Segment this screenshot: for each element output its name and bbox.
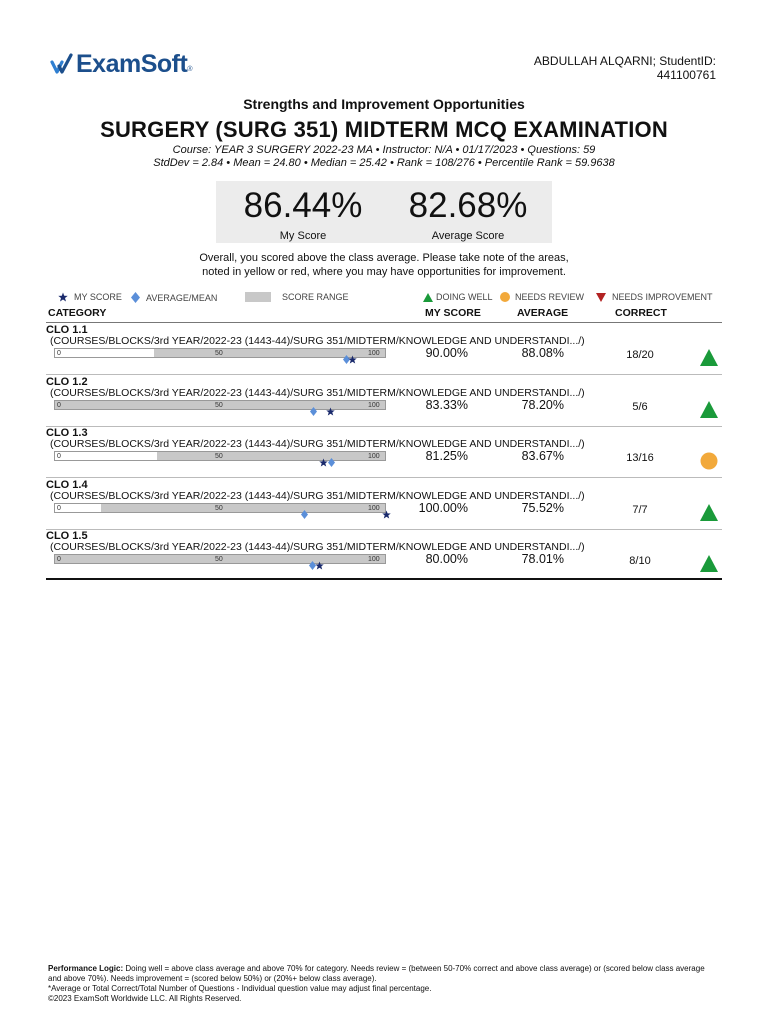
legend-my-score-label: MY SCORE [74, 292, 122, 302]
legend-average-label: AVERAGE/MEAN [146, 292, 218, 303]
category-path: (COURSES/BLOCKS/3rd YEAR/2022-23 (1443-44)/SURG 351/MIDTERM/KNOWLEDGE AND UNDERSTANDI.../) [50, 438, 585, 450]
legend-doing-well [423, 292, 493, 302]
circle-icon [500, 292, 510, 302]
bar-tick-label: 0 [57, 350, 61, 357]
table-bottom-divider [46, 578, 722, 580]
legend-doing-well-label: DOING WELL [436, 292, 493, 302]
score-range-bar [54, 503, 386, 513]
score-range-fill [101, 504, 385, 512]
category-path: (COURSES/BLOCKS/3rd YEAR/2022-23 (1443-44)/SURG 351/MIDTERM/KNOWLEDGE AND UNDERSTANDI.../) [50, 386, 585, 399]
star-icon [326, 407, 334, 415]
score-range-swatch [245, 292, 271, 302]
my-score-panel [228, 187, 378, 242]
my-score-marker [382, 510, 391, 519]
legend-range-label: SCORE RANGE [282, 292, 349, 302]
diamond-icon [310, 407, 317, 416]
star-icon [320, 458, 328, 466]
bar-tick-label: 50 [215, 401, 223, 409]
my-score-marker [348, 355, 357, 364]
star-icon [315, 561, 323, 569]
correct-count: 8/10 [629, 555, 651, 567]
category-label: CLO 1.2 [46, 375, 88, 388]
bar-tick-label: 0 [57, 453, 61, 460]
table-row [46, 478, 722, 530]
student-name: ABDULLAH ALQARNI; StudentID: [533, 54, 716, 68]
legend-needs-improvement [596, 292, 713, 302]
average-marker [327, 458, 336, 467]
legend-my-score [58, 292, 122, 302]
my-score-value: 86.44% [243, 186, 363, 225]
logo-text: ExamSoft [76, 50, 188, 78]
triangle-up-icon [700, 349, 718, 367]
average-value: 78.01% [521, 552, 564, 566]
triangle-up-icon [700, 555, 718, 573]
my-score-value: 80.00% [425, 552, 468, 566]
column-my-score: MY SCORE [425, 307, 481, 319]
copyright: ©2023 ExamSoft Worldwide LLC. All Rights Reserved. [48, 994, 242, 1003]
category-label: CLO 1.1 [46, 324, 88, 336]
bar-tick-label: 100 [368, 350, 380, 357]
diamond-icon [301, 510, 308, 519]
average-marker [300, 510, 309, 519]
table-row [46, 375, 722, 427]
report-subtitle: Strengths and Improvement Opportunities [243, 96, 525, 112]
my-score-value: 81.25% [425, 449, 468, 463]
average-value: 78.20% [521, 397, 564, 412]
legend-average [131, 292, 217, 303]
my-score-marker [315, 561, 324, 570]
bar-tick-label: 100 [368, 504, 380, 512]
score-range-bar [54, 400, 386, 410]
legend-range [245, 292, 349, 302]
overall-line-2: noted in yellow or red, where you may have opportunities for improvement. [202, 266, 566, 278]
correct-count: 18/20 [626, 349, 654, 361]
bar-tick-label: 100 [368, 401, 380, 409]
column-average: AVERAGE [517, 307, 569, 319]
score-range-bar [54, 554, 386, 564]
my-score-label: My Score [279, 230, 327, 242]
exam-title: SURGERY (SURG 351) MIDTERM MCQ EXAMINATION [100, 117, 668, 142]
my-score-marker [326, 407, 335, 416]
triangle-down-icon [596, 293, 606, 302]
category-label: CLO 1.4 [46, 478, 88, 491]
column-correct: CORRECT [615, 307, 667, 319]
overall-line-1: Overall, you scored above the class average. Please take note of the areas, [199, 252, 569, 264]
course-meta: Course: YEAR 3 SURGERY 2022-23 MA • Instructor: N/A • 01/17/2023 • Questions: 59 [172, 144, 596, 156]
star-icon [58, 292, 68, 302]
my-score-value: 100.00% [418, 500, 468, 515]
footer-note: *Average or Total Correct/Total Number of Questions - Individual question value may adjust final percentage. [48, 984, 432, 993]
examsoft-logo-icon [50, 52, 74, 78]
average-value: 83.67% [521, 449, 564, 463]
examsoft-logo [50, 50, 192, 79]
my-score-value: 90.00% [425, 346, 468, 360]
category-label: CLO 1.5 [46, 530, 88, 542]
triangle-up-icon [423, 293, 433, 302]
stats-meta: StdDev = 2.84 • Mean = 24.80 • Median = 25.42 • Rank = 108/276 • Percentile Rank = 59.9638 [153, 157, 615, 169]
bar-tick-label: 50 [215, 350, 223, 357]
student-info [534, 54, 716, 82]
star-icon [382, 510, 390, 518]
bar-tick-label: 50 [215, 453, 223, 460]
category-path: (COURSES/BLOCKS/3rd YEAR/2022-23 (1443-44)/SURG 351/MIDTERM/KNOWLEDGE AND UNDERSTANDI.../) [50, 541, 585, 553]
table-row [46, 529, 722, 581]
average-score-panel [393, 187, 543, 242]
column-category: CATEGORY [48, 307, 107, 319]
correct-count: 7/7 [632, 503, 648, 516]
star-icon [349, 355, 357, 363]
category-path: (COURSES/BLOCKS/3rd YEAR/2022-23 (1443-44)/SURG 351/MIDTERM/KNOWLEDGE AND UNDERSTANDI.../) [50, 335, 585, 347]
category-label: CLO 1.3 [46, 427, 88, 439]
score-range-bar [54, 348, 386, 358]
bar-tick-label: 50 [215, 556, 223, 563]
score-summary-box [216, 181, 552, 243]
table-row [46, 426, 722, 478]
performance-logic-label: Performance Logic: [48, 964, 124, 973]
triangle-up-icon [700, 504, 718, 522]
correct-count: 5/6 [632, 400, 648, 413]
bar-tick-label: 0 [57, 504, 61, 512]
average-value: 88.08% [521, 346, 564, 360]
category-path: (COURSES/BLOCKS/3rd YEAR/2022-23 (1443-44)/SURG 351/MIDTERM/KNOWLEDGE AND UNDERSTANDI.../) [50, 489, 585, 502]
performance-logic [48, 964, 720, 984]
bar-tick-label: 0 [57, 401, 61, 409]
logo-trademark: ® [187, 66, 193, 73]
legend-needs-review [500, 292, 584, 302]
performance-logic-text: Doing well = above class average and above 70% for category. Needs review = (between 50-70% correct and above class average) or (scored below class average and above 70%). Needs improvement = (scored below 50%) or (20%+ below class average). [48, 964, 705, 983]
triangle-up-icon [700, 401, 718, 419]
bar-tick-label: 0 [57, 556, 61, 563]
bar-tick-label: 50 [215, 504, 223, 512]
table-row [46, 323, 722, 375]
legend-needs-improvement-label: NEEDS IMPROVEMENT [612, 292, 713, 302]
bar-tick-label: 100 [368, 453, 380, 460]
my-score-marker [319, 458, 328, 467]
correct-count: 13/16 [626, 452, 654, 464]
diamond-icon [328, 458, 335, 467]
overall-summary [0, 251, 768, 279]
my-score-value: 83.33% [425, 397, 468, 412]
circle-icon [700, 452, 718, 470]
average-score-value: 82.68% [408, 186, 528, 225]
average-score-label: Average Score [431, 230, 505, 242]
score-range-fill [157, 452, 385, 460]
legend-needs-review-label: NEEDS REVIEW [515, 292, 585, 302]
average-marker [309, 407, 318, 416]
footer [48, 964, 720, 1004]
diamond-icon [131, 292, 140, 303]
average-value: 75.52% [521, 500, 564, 515]
bar-tick-label: 100 [368, 556, 380, 563]
student-id: 441100761 [656, 68, 716, 82]
